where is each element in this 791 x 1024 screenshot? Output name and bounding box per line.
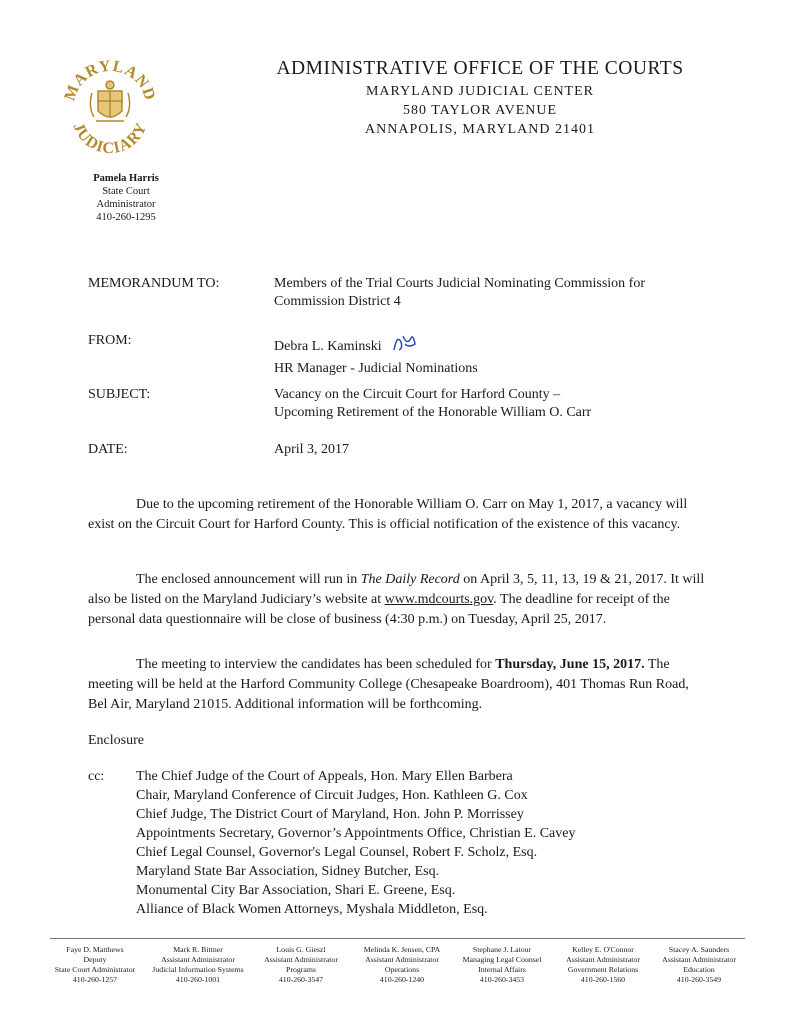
footer-staff-member: Kelley E. O'Connor Assistant Administrator Government Relations 410-260-1560 (566, 945, 640, 984)
memo-subject-line1: Vacancy on the Circuit Court for Harford County – (274, 387, 561, 402)
cc-item: Chair, Maryland Conference of Circuit Judges, Hon. Kathleen G. Cox (136, 788, 528, 803)
administrator-block (80, 172, 172, 224)
footer-staff-member: Louis G. Gieszl Assistant Administrator Programs 410-260-3547 (264, 945, 338, 984)
office-city: ANNAPOLIS, MARYLAND 21401 (365, 122, 595, 137)
memo-from-label: FROM: (88, 333, 132, 348)
cc-item: Maryland State Bar Association, Sidney Butcher, Esq. (136, 864, 440, 879)
enclosure-note: Enclosure (88, 733, 144, 748)
paragraph-meeting: The meeting to interview the candidates has been scheduled for Thursday, June 15, 2017. The meeting will be held at the Harford Community College (Chesapeake Boardroom), 401 Thomas Run Road, Bel Air, Maryland 21015. Additional information will be forthcoming. (88, 657, 689, 712)
memo-subject-label: SUBJECT: (88, 387, 151, 402)
paragraph-announcement: The enclosed announcement will run in The Daily Record on April 3, 5, 11, 13, 19 & 21, 2017. It will also be listed on the Maryland Judiciary’s website at www.mdcourts.gov. The deadline for receipt of the personal data questionnaire will be close of business (4:30 p.m.) on Tuesday, April 25, 2017. (88, 572, 705, 627)
svg-text:MARYLAND: MARYLAND (61, 57, 159, 104)
footer-staff-member: Faye D. Matthews Deputy State Court Administrator 410-260-1257 (54, 945, 136, 984)
office-street: 580 TAYLOR AVENUE (402, 103, 558, 118)
footer-staff-member: Stacey A. Saunders Assistant Administrator Education 410-260-3549 (662, 945, 736, 984)
cc-item: Alliance of Black Women Attorneys, Myshala Middleton, Esq. (136, 902, 488, 917)
office-title: ADMINISTRATIVE OFFICE OF THE COURTS (276, 58, 684, 79)
footer-staff-member: Stephane J. Latour Managing Legal Counsel Internal Affairs 410-260-3453 (462, 945, 542, 984)
cc-item: The Chief Judge of the Court of Appeals, Hon. Mary Ellen Barbera (136, 769, 513, 784)
cc-label: cc: (88, 769, 105, 784)
maryland-judiciary-seal (60, 55, 160, 165)
meeting-date: Thursday, June 15, 2017. (495, 657, 645, 672)
cc-item: Chief Judge, The District Court of Maryland, Hon. John P. Morrissey (136, 807, 524, 822)
memo-from-title: HR Manager - Judicial Nominations (274, 361, 478, 376)
publication-name: The Daily Record (360, 572, 460, 587)
memo-date-label: DATE: (88, 442, 128, 457)
memo-subject-line2: Upcoming Retirement of the Honorable William O. Carr (274, 405, 592, 420)
footer-staff-member: Melinda K. Jensen, CPA Assistant Administrator Operations 410-260-1240 (363, 945, 441, 984)
memo-to-label: MEMORANDUM TO: (88, 276, 220, 291)
administrator-phone: 410-260-1295 (96, 212, 156, 223)
administrator-name: Pamela Harris (93, 173, 159, 184)
footer-divider (50, 938, 745, 939)
memo-to-value: Members of the Trial Courts Judicial Nominating Commission for Commission District 4 (274, 276, 645, 309)
cc-item: Appointments Secretary, Governor’s Appointments Office, Christian E. Cavey (136, 826, 576, 841)
cc-item: Monumental City Bar Association, Shari E. Greene, Esq. (136, 883, 456, 898)
administrator-title: State Court Administrator (96, 186, 156, 210)
cc-list (136, 767, 736, 919)
website-link[interactable]: www.mdcourts.gov (384, 592, 494, 607)
footer-staff-member: Mark R. Bittner Assistant Administrator Judicial Information Systems 410-260-1001 (152, 945, 244, 984)
signature-initials (391, 332, 419, 360)
svg-text:JUDICIARY: JUDICIARY (69, 119, 151, 158)
paragraph-retirement: Due to the upcoming retirement of the Honorable William O. Carr on May 1, 2017, a vacancy will exist on the Circuit Court for Harford County. This is official notification of the existence of this vacancy. (88, 497, 688, 532)
memo-date-value: April 3, 2017 (274, 442, 350, 457)
cc-item: Chief Legal Counsel, Governor's Legal Counsel, Robert F. Scholz, Esq. (136, 845, 538, 860)
memo-from-name: Debra L. Kaminski (274, 339, 382, 354)
office-center: MARYLAND JUDICIAL CENTER (365, 84, 595, 99)
